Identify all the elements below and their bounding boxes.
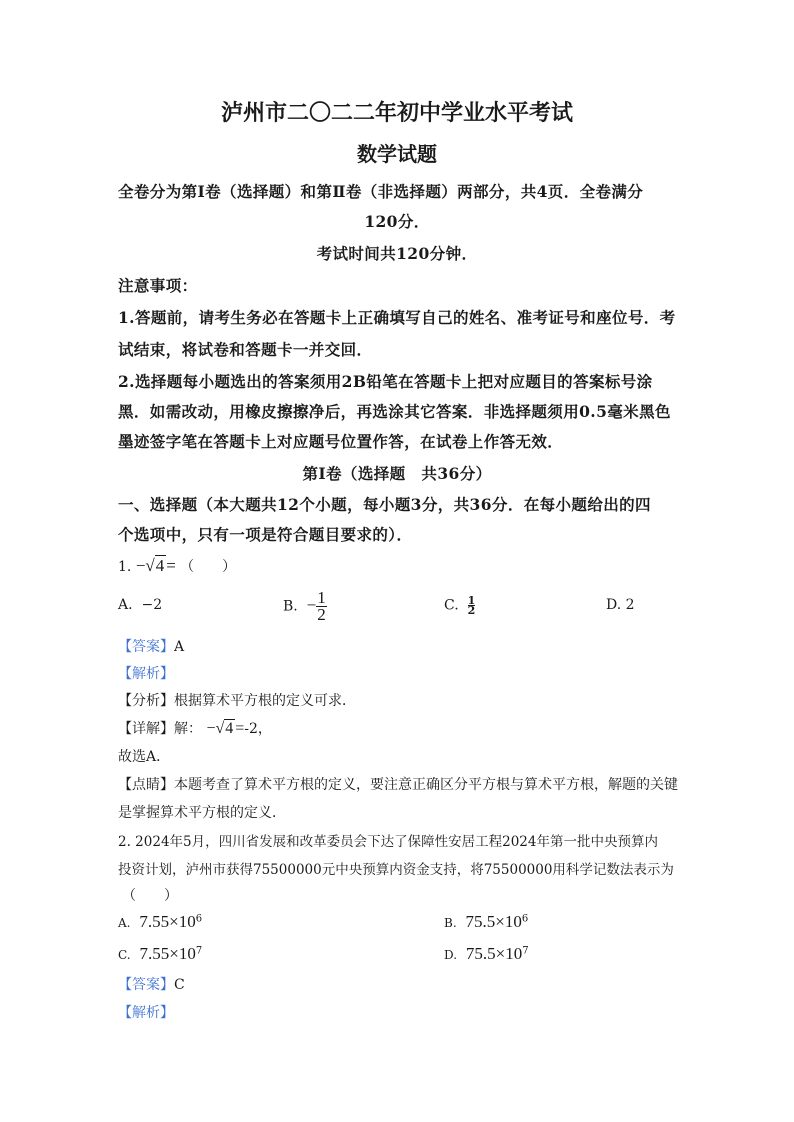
question-number: 1. — [118, 559, 132, 575]
comment-tag: 【点睛】 — [118, 777, 174, 793]
numerator: 1 — [467, 594, 476, 607]
denominator: 2 — [467, 604, 476, 617]
q1-answer — [118, 636, 184, 656]
section-1-heading: 第Ⅰ卷（选择题 共36分） — [302, 464, 492, 483]
minus-sign: − — [206, 720, 216, 737]
numerator: 1 — [317, 588, 326, 607]
question-2-line-1: 2. 2024年5月，四川省发展和改革委员会下达了保障性安居工程2024年第一批中央预算内 — [118, 834, 658, 850]
answer-tag: 【答案】 — [118, 977, 174, 993]
option-base: 75.5×10 — [465, 912, 522, 931]
option-value: −2 — [141, 597, 163, 613]
denominator: 2 — [317, 605, 326, 624]
option-label: A. — [118, 597, 133, 613]
answer-tag: 【答案】 — [118, 639, 174, 655]
note-1-line-1: 1.答题前，请考生务必在答题卡上正确填写自己的姓名、准考证号和座位号．考 — [118, 308, 676, 327]
option-base: 7.55×10 — [139, 912, 196, 931]
radicand: 4 — [155, 556, 165, 575]
detail-result: -2， — [244, 721, 272, 737]
note-2-line-2: 黑．如需改动，用橡皮擦擦净后，再选涂其它答案．非选择题须用0.5毫米黑色 — [118, 402, 671, 421]
q1-choose: 故选A． — [118, 749, 171, 765]
option-label: A. — [118, 916, 131, 930]
notes-heading: 注意事项： — [118, 276, 198, 295]
option-exponent: 6 — [521, 913, 529, 925]
fraction — [468, 596, 476, 615]
q1-comment-line-2: 是掌握算术平方根的定义． — [118, 805, 286, 821]
q1-analysis-tag: 【解析】 — [118, 666, 174, 682]
sqrt-symbol: √4 — [145, 556, 165, 575]
q1-comment-line-1 — [118, 774, 678, 794]
part-1-line-2: 个选项中，只有一项是符合题目要求的）． — [118, 525, 413, 544]
part-1-line-1: 一、选择题（本大题共12个小题，每小题3分，共36分．在每小题给出的四 — [118, 495, 651, 514]
comment-text: 本题考查了算术平方根的定义，要注意正确区分平方根与算术平方根，解题的关键 — [174, 777, 678, 793]
intro-line-2: 120分． — [364, 212, 430, 231]
option-label: B. — [444, 916, 457, 930]
option-label: C. — [118, 948, 131, 962]
answer-value: A — [174, 639, 185, 655]
q2-option-c — [118, 944, 202, 964]
exam-time: 考试时间共120分钟． — [316, 244, 478, 263]
radicand: 4 — [225, 720, 234, 737]
fenxi-tag: 【分析】 — [118, 693, 174, 709]
question-2-bracket: （ ） — [122, 888, 178, 904]
sqrt-symbol: √4 — [215, 720, 234, 737]
answer-bracket: （ ） — [180, 559, 237, 575]
detail-prefix: 解： — [174, 721, 202, 737]
option-label: D. — [606, 597, 622, 613]
q1-option-d — [606, 597, 635, 613]
option-exponent: 7 — [195, 945, 203, 957]
q2-analysis-tag: 【解析】 — [118, 1005, 174, 1021]
note-2-line-3: 墨迹签字笔在答题卡上对应题号位置作答，在试卷上作答无效． — [118, 432, 564, 451]
math-expression — [136, 556, 180, 575]
answer-value: C — [174, 977, 185, 993]
q1-option-b — [283, 590, 327, 623]
detail-expression — [206, 720, 244, 737]
exam-title: 泸州市二〇二二年初中学业水平考试 — [220, 100, 573, 126]
equals-sign: = — [235, 720, 245, 737]
option-exponent: 6 — [195, 913, 203, 925]
option-label: B. — [283, 598, 298, 615]
exam-subtitle: 数学试题 — [357, 142, 437, 166]
note-1-line-2: 试结束，将试卷和答题卡一并交回． — [118, 340, 373, 359]
fraction — [316, 590, 327, 623]
q1-detail — [118, 718, 272, 738]
option-base: 75.5×10 — [465, 944, 523, 963]
detail-tag: 【详解】 — [118, 721, 174, 737]
equals-sign: = — [166, 556, 176, 575]
intro-line-1: 全卷分为第Ⅰ卷（选择题）和第Ⅱ卷（非选择题）两部分，共4页．全卷满分 — [118, 182, 644, 201]
q1-fenxi — [118, 690, 356, 710]
option-label: D. — [444, 948, 458, 962]
question-1 — [118, 556, 236, 576]
q1-option-a — [118, 597, 162, 613]
question-2-line-2: 投资计划，泸州市获得75500000元中央预算内资金支持，将75500000用科学记数法表示为 — [118, 862, 674, 878]
q2-option-b — [444, 912, 528, 932]
minus-sign: − — [306, 595, 317, 615]
q2-option-a — [118, 912, 202, 932]
option-base: 7.55×10 — [139, 944, 196, 963]
option-label: C. — [444, 597, 459, 614]
minus-sign: − — [135, 556, 146, 575]
q2-answer — [118, 974, 185, 994]
note-2-line-1: 2.选择题每小题选出的答案须用2B铅笔在答题卡上把对应题目的答案标号涂 — [118, 372, 653, 391]
q2-option-d — [444, 944, 529, 964]
option-exponent: 7 — [522, 945, 529, 957]
option-value: 2 — [625, 597, 635, 613]
q1-option-c — [444, 596, 475, 615]
fenxi-text: 根据算术平方根的定义可求． — [174, 693, 356, 709]
